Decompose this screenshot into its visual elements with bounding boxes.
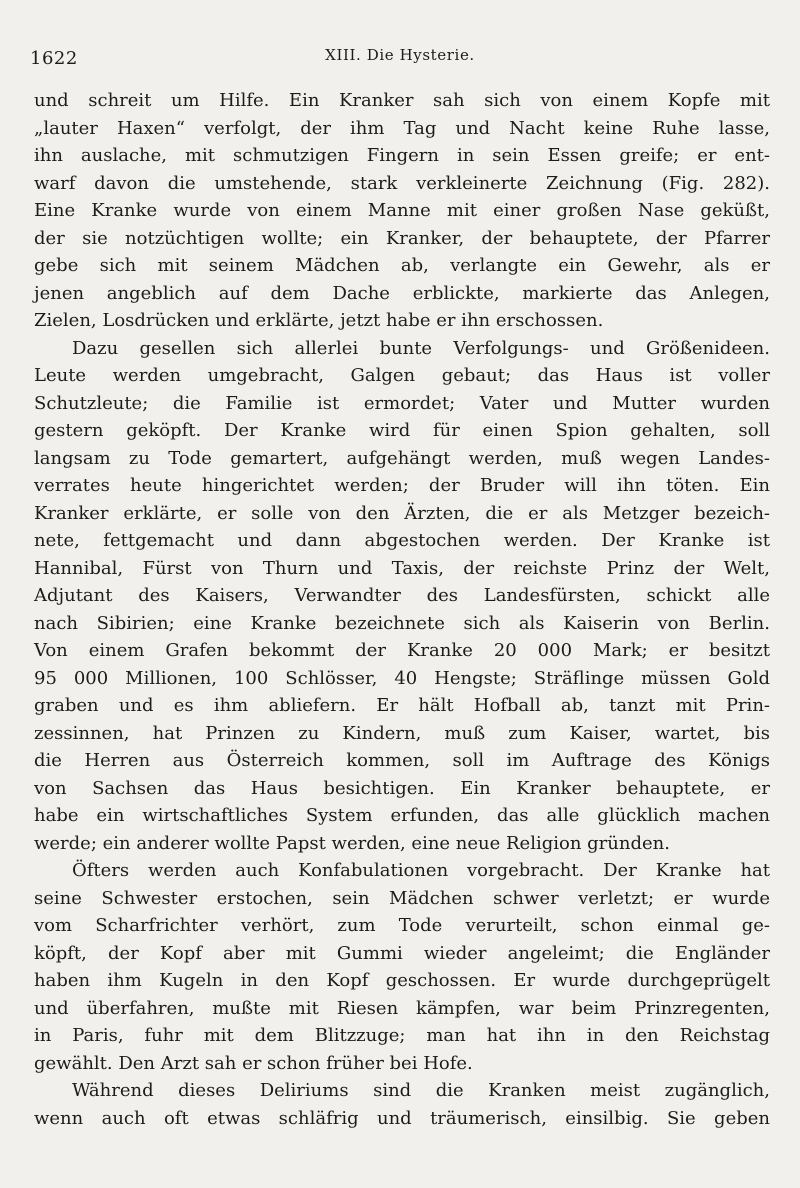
text-line: gewählt. Den Arzt sah er schon früher bei Hofe. [34,1052,473,1074]
paragraph [34,857,770,1077]
text-line: „lauter Haxen“ verfolgt, der ihm Tag und Nacht keine Ruhe lasse, [34,117,770,139]
text-line: der sie notzüchtigen wollte; ein Kranker, der behauptete, der Pfarrer [34,227,770,249]
text-line: Schutzleute; die Familie ist ermordet; Vater und Mutter wurden [34,392,770,414]
text-line: die Herren aus Österreich kommen, soll im Auftrage des Königs [34,750,770,771]
text-line: Hannibal, Fürst von Thurn und Taxis, der reichste Prinz der Welt, [34,557,770,579]
body-text [34,87,770,1132]
text-line: Öfters werden auch Konfabulationen vorgebracht. Der Kranke hat [72,860,770,881]
paragraph [34,87,770,335]
running-title: XIII. Die Hysterie. [325,46,475,64]
text-line: köpft, der Kopf aber mit Gummi wieder angeleimt; die Engländer [34,942,770,964]
text-line: seine Schwester erstochen, sein Mädchen schwer verletzt; er wurde [34,887,770,909]
page-number: 1622 [30,48,78,69]
text-line: haben ihm Kugeln in den Kopf geschossen. Er wurde durchgeprügelt [34,970,770,991]
paragraph [34,1077,770,1132]
text-line: wenn auch oft etwas schläfrig und träumerisch, einsilbig. Sie geben [34,1107,770,1129]
text-line: langsam zu Tode gemartert, aufgehängt werden, muß wegen Landes- [34,447,770,469]
text-line: Dazu gesellen sich allerlei bunte Verfolgungs- und Größenideen. [72,337,770,359]
text-line: zessinnen, hat Prinzen zu Kindern, muß zum Kaiser, wartet, bis [34,722,770,744]
text-line: Adjutant des Kaisers, Verwandter des Landesfürsten, schickt alle [34,585,770,606]
text-line: Eine Kranke wurde von einem Manne mit einer großen Nase geküßt, [34,200,770,221]
text-line: nach Sibirien; eine Kranke bezeichnete sich als Kaiserin von Berlin. [34,612,770,634]
paragraph [34,335,770,858]
text-line: in Paris, fuhr mit dem Blitzzuge; man hat ihn in den Reichstag [34,1025,770,1046]
text-line: habe ein wirtschaftliches System erfunden, das alle glücklich machen [34,805,770,826]
text-line: jenen angeblich auf dem Dache erblickte, markierte das Anlegen, [34,282,770,304]
text-line: Zielen, Losdrücken und erklärte, jetzt habe er ihn erschossen. [34,310,604,331]
page-header [30,44,770,74]
text-line: und schreit um Hilfe. Ein Kranker sah sich von einem Kopfe mit [34,90,770,111]
text-line: Von einem Grafen bekommt der Kranke 20 000 Mark; er besitzt [34,640,770,661]
text-line: von Sachsen das Haus besichtigen. Ein Kranker behauptete, er [34,777,770,799]
text-line: Während dieses Deliriums sind die Kranken meist zugänglich, [72,1080,770,1101]
text-line: Kranker erklärte, er solle von den Ärzten, die er als Metzger bezeich- [34,502,770,524]
text-line: Leute werden umgebracht, Galgen gebaut; das Haus ist voller [34,365,770,386]
text-line: verrates heute hingerichtet werden; der Bruder will ihn töten. Ein [34,475,770,496]
text-line: graben und es ihm abliefern. Er hält Hofball ab, tanzt mit Prin- [34,695,770,716]
text-line: warf davon die umstehende, stark verkleinerte Zeichnung (Fig. 282). [34,172,770,194]
text-line: und überfahren, mußte mit Riesen kämpfen, war beim Prinzregenten, [34,997,770,1019]
text-line: 95 000 Millionen, 100 Schlösser, 40 Hengste; Sträflinge müssen Gold [34,667,770,689]
text-line: gestern geköpft. Der Kranke wird für einen Spion gehalten, soll [34,420,770,441]
text-line: werde; ein anderer wollte Papst werden, eine neue Religion gründen. [34,832,670,854]
text-line: ihn auslache, mit schmutzigen Fingern in sein Essen greife; er ent- [34,145,770,166]
text-line: gebe sich mit seinem Mädchen ab, verlangte ein Gewehr, als er [34,255,770,276]
text-line: vom Scharfrichter verhört, zum Tode verurteilt, schon einmal ge- [34,915,770,936]
text-line: nete, fettgemacht und dann abgestochen werden. Der Kranke ist [34,530,770,551]
